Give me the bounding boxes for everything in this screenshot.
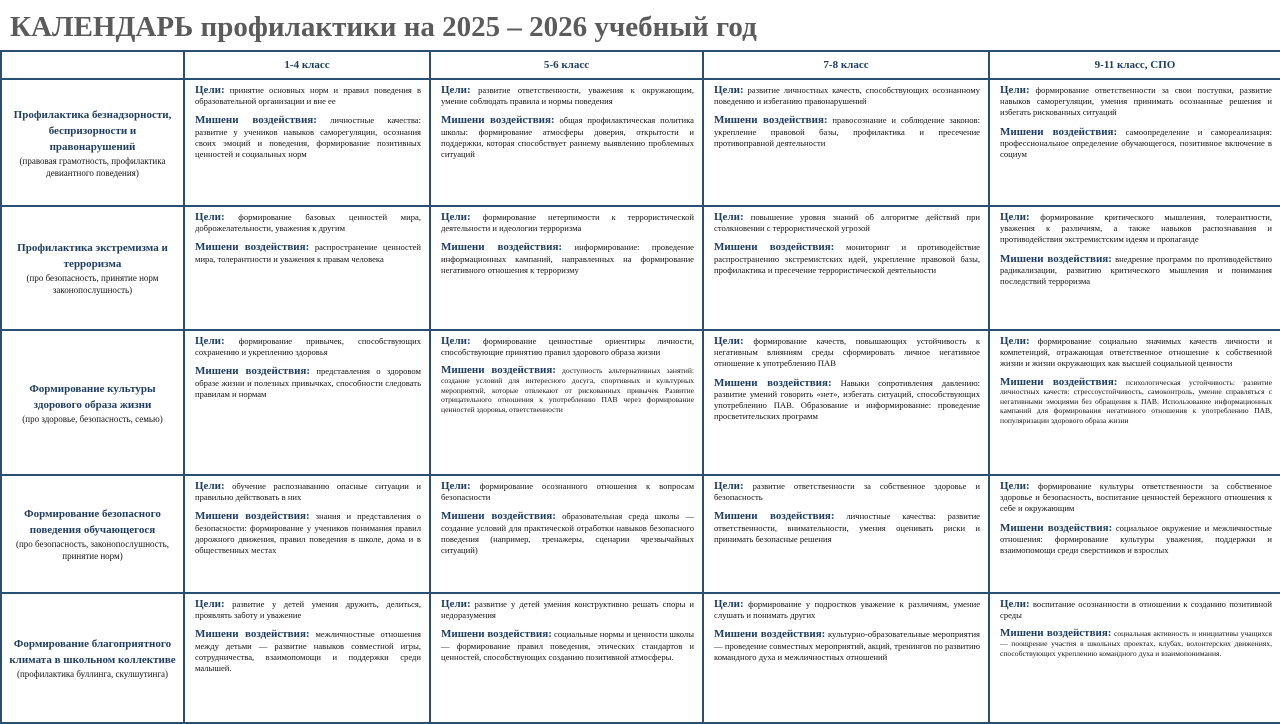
goals-block (714, 481, 980, 503)
plan-cell (989, 206, 1280, 330)
plan-cell (703, 79, 989, 206)
goals-text: формирование культуры ответственности за собственное здоровье и безопасность, воспитание ценностей бережного отношения к себе и окружающим (1000, 481, 1272, 514)
targets-block (1000, 254, 1272, 288)
goals-label: Цели: (195, 335, 225, 347)
targets-block (1000, 629, 1272, 658)
goals-block (195, 599, 421, 621)
row-note: (про здоровье, безопасность, семью) (22, 413, 163, 424)
targets-text: Навыки сопротивления давлению: развитие умений говорить «нет», избегать ситуаций, способствующих употреблению ПАВ. Образование и информирование: проведение просветительских программ (714, 377, 980, 422)
goals-text: формирование критического мышления, толерантности, уважения к различиям, а также навыков распознавания и противодействия экстремистским идеям и пропаганде (1000, 212, 1272, 245)
goals-block (441, 599, 694, 621)
goals-label: Цели: (1000, 598, 1030, 610)
targets-block (1000, 523, 1272, 557)
targets-block (195, 629, 421, 674)
plan-cell (184, 593, 430, 723)
goals-text: развитие у детей умения дружить, делиться, проявлять заботу и уважение (195, 599, 422, 621)
corner-cell (1, 51, 184, 79)
targets-text: доступность альтернативных занятий: создание условий для интересного досуга, спортивных и культурных мероприятий, которые отвлекают от рискованных привычек Развитие отрицательного отношения к употреблению ПАВ через формирование ценностей здоровья, ответственности (441, 366, 694, 414)
targets-text: личностные качества: развитие ответственности, внимательности, умения оценивать риски и принимать безопасные решения (714, 511, 980, 544)
row-title: Формирование благоприятного климата в школьном коллективе (9, 638, 176, 666)
goals-text: развитие у детей умения конструктивно решать споры и недоразумения (441, 599, 694, 621)
table-row (1, 475, 1280, 593)
goals-text: формирование привычек, способствующих сохранению и укреплению здоровья (195, 336, 421, 358)
goals-block (1000, 85, 1272, 119)
targets-text: психологическая устойчивость: развитие личностных качеств: стрессоустойчивость, самоконтроль, умение справляться с негативными эмоциями без обращения к ПАВ. Использование информационных кампаний для формирования негативного отношения к употреблению ПАВ, популяризации здорового образа жизни (1000, 377, 1272, 425)
goals-block (1000, 212, 1272, 246)
targets-label: Мишени воздействия: (714, 510, 835, 523)
targets-text: самоопределение и самореализация: профессиональное определение обучающегося, позитивное включение в социум (1000, 126, 1272, 160)
column-header: 1-4 класс (184, 51, 430, 79)
targets-text: мониторинг и противодействие распространению экстремистских идей, укрепление правовой базы, профилактика и пресечение террористической деятельности (714, 242, 980, 275)
goals-label: Цели: (441, 84, 471, 96)
goals-block (714, 599, 980, 621)
plan-cell (989, 330, 1280, 475)
goals-label: Цели: (195, 480, 225, 492)
targets-text: внедрение программ по противодействию радикализации, развитию критического мышления и понимания последствий терроризма (1000, 253, 1272, 287)
row-title: Формирование культуры здорового образа жизни (29, 382, 156, 411)
goals-label: Цели: (714, 211, 744, 223)
plan-cell (430, 206, 703, 330)
row-title: Профилактика экстремизма и терроризма (17, 242, 168, 270)
targets-label: Мишени воздействия: (714, 376, 832, 389)
row-note: (правовая грамотность, профилактика девиантного поведения) (19, 155, 166, 178)
goals-text: формирование осознанного отношения к вопросам безопасности (441, 481, 695, 503)
targets-text: социальное окружение и межличностные отношения: формирование культуры уважения, поддержки и взаимопомощи среди сверстников и взрослых (1000, 522, 1272, 556)
plan-cell (430, 79, 703, 206)
plan-cell (430, 593, 703, 723)
goals-label: Цели: (441, 211, 471, 223)
targets-text: правосознание и соблюдение законов: укрепление правовой базы, профилактика и пресечение противоправной деятельности (714, 115, 980, 148)
targets-block (714, 115, 980, 149)
goals-label: Цели: (195, 211, 225, 223)
targets-label: Мишени воздействия: (195, 114, 317, 127)
goals-text: обучение распознаванию опасные ситуации и правильно действовать в них (195, 481, 421, 503)
targets-label: Мишени воздействия: (714, 628, 826, 641)
targets-label: Мишени воздействия: (441, 114, 555, 127)
plan-cell (703, 206, 989, 330)
row-header (1, 206, 184, 330)
goals-block (441, 336, 694, 358)
table-row (1, 79, 1280, 206)
row-note: (про безопасность, законопослушность, принятие норм) (15, 539, 170, 561)
plan-cell (989, 475, 1280, 593)
row-note: (про безопасность, принятие норм законопослушность) (26, 273, 159, 295)
plan-cell (184, 330, 430, 475)
targets-text: общая профилактическая политика школы: формирование атмосферы доверия, открытости и поддержки, которая способствует раннему выявлению проблемных ситуаций (441, 115, 694, 160)
targets-label: Мишени воздействия: (1000, 375, 1118, 388)
targets-block (714, 242, 980, 276)
page-title: КАЛЕНДАРЬ профилактики на 2025 – 2026 учебный год (10, 11, 757, 43)
targets-label: Мишени воздействия: (441, 510, 556, 523)
targets-label: Мишени воздействия: (1000, 627, 1112, 640)
targets-label: Мишени воздействия: (441, 628, 552, 641)
targets-block (195, 511, 421, 556)
goals-label: Цели: (714, 598, 744, 610)
targets-label: Мишени воздействия: (1000, 252, 1112, 265)
targets-label: Мишени воздействия: (714, 241, 835, 254)
targets-block (441, 242, 694, 276)
goals-block (195, 481, 421, 503)
goals-label: Цели: (1000, 84, 1030, 96)
targets-label: Мишени воздействия: (195, 365, 311, 378)
targets-block (441, 511, 694, 556)
row-title: Профилактика безнадзорности, беспризорности и правонарушений (13, 108, 172, 153)
targets-label: Мишени воздействия: (1000, 521, 1113, 534)
targets-block (714, 629, 980, 663)
targets-label: Мишени воздействия: (441, 364, 556, 377)
goals-text: развитие ответственности, уважения к окружающим, умение соблюдать правила и нормы поведения (441, 85, 694, 107)
goals-text: развитие личностных качеств, способствующих осознанному поведению и избеганию правонарушений (714, 85, 980, 107)
goals-label: Цели: (1000, 480, 1030, 492)
targets-block (714, 378, 980, 423)
targets-text: культурно-образовательные мероприятия — проведение совместных мероприятий, акций, тренингов по развитию командного духа и межличностных отношений (714, 629, 980, 662)
goals-block (441, 481, 694, 503)
goals-label: Цели: (714, 480, 744, 492)
plan-cell (184, 206, 430, 330)
row-header (1, 475, 184, 593)
plan-cell (430, 330, 703, 475)
targets-label: Мишени воздействия: (195, 241, 310, 254)
plan-cell (989, 593, 1280, 723)
column-header: 7-8 класс (703, 51, 989, 79)
goals-block (1000, 481, 1272, 515)
row-header (1, 593, 184, 723)
targets-block (441, 115, 694, 160)
plan-cell (989, 79, 1280, 206)
targets-label: Мишени воздействия: (195, 628, 310, 641)
targets-block (195, 115, 421, 160)
targets-text: образовательная среда школы — создание условий для практической отработки навыков безопасного поведения (например, тренажеры, сценарии чрезвычайных ситуаций) (441, 511, 694, 556)
goals-block (195, 85, 421, 107)
targets-block (441, 366, 694, 414)
goals-text: формирование базовых ценностей мира, доброжелательности, уважения к другим (195, 212, 421, 234)
targets-label: Мишени воздействия: (714, 114, 828, 127)
goals-block (1000, 336, 1272, 370)
goals-text: повышение уровня знаний об алгоритме действий при столкновении с террористической угрозой (714, 212, 980, 234)
header-row (1, 51, 1280, 79)
targets-text: представления о здоровом образе жизни и полезных привычках, способности следовать правилам и нормам (195, 366, 421, 399)
goals-block (714, 336, 980, 370)
targets-text: распространение ценностей мира, толерантности и уважения к правам человека (195, 242, 421, 264)
goals-text: формирование ответственности за свои поступки, развитие навыков саморегуляции, умения принимать осознанные решения и избегать рискованных ситуаций (1000, 85, 1272, 118)
row-title: Формирование безопасного поведения обучающегося (24, 508, 161, 536)
row-note: (профилактика буллинга, скулшутинга) (16, 669, 169, 679)
goals-text: формирование у подростков уважение к различиям, умение слушать и понимать других (714, 599, 981, 621)
goals-block (441, 212, 694, 234)
plan-cell (703, 593, 989, 723)
table-row (1, 206, 1280, 330)
plan-cell (184, 475, 430, 593)
targets-text: социальная активность и инициативы учащихся — поощрение участия в школьных проектах, клубах, волонтерских движениях, способствующих укреплению командного духа и взаимопонимания. (1000, 629, 1272, 658)
targets-label: Мишени воздействия: (195, 510, 310, 523)
goals-label: Цели: (441, 480, 471, 492)
goals-block (714, 212, 980, 234)
goals-block (1000, 599, 1272, 621)
goals-label: Цели: (1000, 211, 1030, 223)
goals-text: воспитание осознанности в отношении к созданию позитивной среды (1000, 599, 1272, 621)
plan-cell (430, 475, 703, 593)
goals-block (441, 85, 694, 107)
targets-text: межличностные отношения между детьми — развитие навыков совместной игры, сотрудничества, взаимопомощи и поддержки среди малышей. (195, 629, 421, 674)
plan-cell (703, 330, 989, 475)
targets-label: Мишени воздействия: (441, 241, 563, 254)
goals-block (195, 212, 421, 234)
goals-label: Цели: (1000, 335, 1030, 347)
goals-label: Цели: (195, 598, 225, 610)
row-header (1, 330, 184, 475)
goals-label: Цели: (195, 84, 225, 96)
goals-block (714, 85, 980, 107)
goals-text: формирование нетерпимости к террористической деятельности и идеологии терроризма (441, 212, 694, 234)
plan-cell (184, 79, 430, 206)
targets-block (441, 629, 694, 663)
targets-block (195, 242, 421, 264)
column-header: 9-11 класс, СПО (989, 51, 1280, 79)
row-header (1, 79, 184, 206)
targets-text: информирование: проведение информационных кампаний, направленных на формирование негативного отношения к терроризму (441, 242, 694, 275)
targets-block (1000, 127, 1272, 161)
targets-text: знания и представления о безопасности: формирование у учеников понимания правил дорожного движения, правил поведения в школе, дома и в общественных местах (195, 511, 421, 556)
goals-text: формирование социально значимых качеств личности и компетенций, отражающая ответственное отношение к собственной жизни и жизни окружающих как высшей социальной ценности (1000, 336, 1272, 369)
goals-label: Цели: (441, 335, 471, 347)
prevention-calendar-table (0, 50, 1280, 724)
column-header: 5-6 класс (430, 51, 703, 79)
goals-text: формирование качеств, повышающих устойчивость к негативным влияниям среды сформировать личное негативное отношение к употреблению ПАВ (714, 336, 980, 369)
goals-block (195, 336, 421, 358)
targets-label: Мишени воздействия: (1000, 125, 1118, 138)
targets-text: личностные качества: развитие у учеников навыков саморегуляции, осознания своих эмоций и поведения, формирование позитивных ценностей и социальных норм (195, 115, 421, 160)
goals-text: формирование ценностные ориентиры личности, способствующие принятию правил здорового образа жизни (441, 336, 694, 358)
goals-label: Цели: (441, 598, 471, 610)
targets-text: социальные нормы и ценности школы — формирование правил поведения, этических стандартов и ценностей, способствующих созданию позитивной атмосферы. (441, 629, 694, 662)
targets-block (195, 366, 421, 400)
goals-label: Цели: (714, 84, 744, 96)
targets-block (1000, 375, 1272, 426)
targets-block (714, 511, 980, 545)
table-row (1, 593, 1280, 723)
goals-text: принятие основных норм и правил поведения в образовательной организации и вне ее (195, 85, 422, 107)
table-row (1, 330, 1280, 475)
goals-text: развитие ответственности за собственное здоровье и безопасность (714, 481, 980, 503)
goals-label: Цели: (714, 335, 744, 347)
plan-cell (703, 475, 989, 593)
